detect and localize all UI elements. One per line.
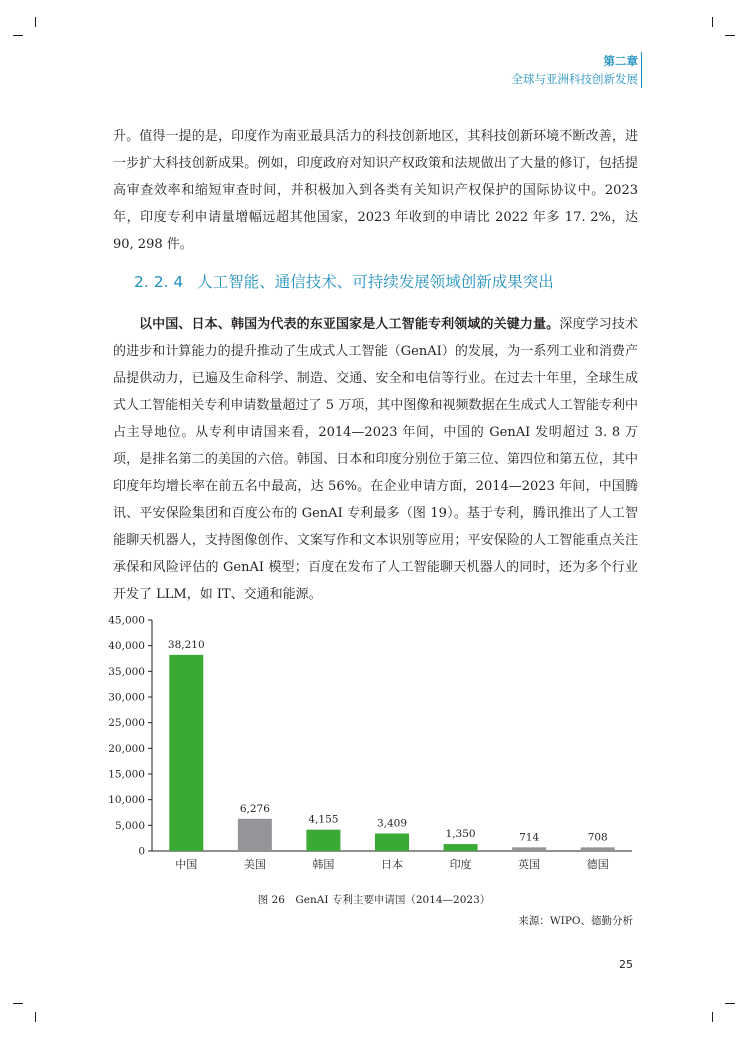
y-tick-label: 20,000: [108, 742, 145, 755]
chapter-label: 第二章: [603, 54, 638, 68]
bar-value-label: 38,210: [167, 638, 205, 651]
figure-source: 来源：WIPO、德勤分析: [518, 915, 633, 927]
bar-4: [444, 844, 478, 851]
y-tick-label: 40,000: [108, 640, 145, 653]
bar-chart: [100, 608, 640, 878]
y-tick-label: 45,000: [108, 614, 145, 627]
crop-mark-top-left-v: [35, 17, 36, 27]
figure-caption: 图 26 GenAI 专利主要申请国（2014—2023）: [257, 894, 491, 906]
x-tick-label: 德国: [586, 858, 609, 871]
x-tick-label: 印度: [449, 858, 472, 871]
bar-2: [306, 830, 340, 851]
bar-value-label: 6,276: [239, 802, 270, 815]
paragraph-lead-bold: 以中国、日本、韩国为代表的东亚国家是人工智能专利领域的关键力量。: [139, 317, 560, 332]
x-tick-label: 美国: [243, 858, 266, 871]
section-heading: [134, 270, 554, 292]
paragraph-text: 深度学习技术的进步和计算能力的提升推动了生成式人工智能（GenAI）的发展，为一系列工业和消费产品提供动力，已遍及生命科学、制造、交通、安全和电信等行业。在过去十年里，全球生成式人工智能相关专利申请数量超过了 5 万项，其中图像和视频数据在生成式人工智能专利中占主导地位。从专利申请国来看，2014—2023 年间，中国的 GenAI 发明超过 3. 8 万项，是排名第二的美国的六倍。韩国、日本和印度分别位于第三位、第四位和第五位，其中印度年均增长率在前五名中最高，达 56%。在企业申请方面，2014—2023 年间，中国腾讯、平安保险集团和百度公布的 GenAI 专利最多（图 19）。基于专利，腾讯推出了人工智能聊天机器人，支持图像创作、文案写作和文本识别等应用；平安保险的人工智能重点关注承保和风险评估的 GenAI 模型；百度在发布了人工智能聊天机器人的同时，还为多个行业开发了 LLM，如 IT、交通和能源。: [113, 317, 638, 602]
bar-value-label: 4,155: [308, 813, 339, 826]
bar-6: [581, 847, 615, 851]
crop-mark-bottom-right-v: [712, 1012, 713, 1022]
section-title: 人工智能、通信技术、可持续发展领域创新成果突出: [197, 273, 554, 291]
bar-3: [375, 834, 409, 851]
y-tick-label: 15,000: [108, 768, 145, 781]
crop-mark-top-right-v: [712, 17, 713, 27]
bar-value-label: 1,350: [445, 828, 476, 841]
y-tick-label: 5,000: [114, 819, 145, 832]
chapter-subtitle: 全球与亚洲科技创新发展: [511, 72, 638, 86]
x-tick-label: 日本: [381, 858, 403, 871]
crop-mark-bottom-left-v: [35, 1012, 36, 1022]
y-tick-label: 0: [138, 845, 145, 858]
bar-1: [238, 819, 272, 851]
crop-mark-bottom-right-h: [725, 1003, 735, 1004]
crop-mark-top-right-h: [725, 35, 735, 36]
bar-value-label: 714: [519, 831, 540, 844]
x-tick-label: 中国: [175, 858, 198, 871]
body-paragraph-2: [113, 311, 638, 608]
bar-5: [512, 847, 546, 851]
crop-mark-top-left-h: [13, 35, 23, 36]
bar-0: [169, 655, 203, 851]
y-tick-label: 35,000: [108, 665, 145, 678]
section-number: 2. 2. 4: [134, 273, 184, 291]
body-paragraph-1: 升。值得一提的是，印度作为南亚最具活力的科技创新地区，其科技创新环境不断改善，进一步扩大科技创新成果。例如，印度政府对知识产权政策和法规做出了大量的修订，包括提高审查效率和缩短审查时间，并积极加入到各类有关知识产权保护的国际协议中。2023 年，印度专利申请量增幅远超其他国家，2023 年收到的申请比 2022 年多 17. 2%，达 90, 298 件。: [113, 129, 638, 252]
header-divider: [641, 52, 642, 88]
bar-value-label: 3,409: [376, 817, 408, 830]
crop-mark-bottom-left-h: [13, 1003, 23, 1004]
x-tick-label: 英国: [518, 858, 541, 871]
y-tick-label: 10,000: [108, 794, 145, 807]
x-tick-label: 韩国: [312, 858, 335, 871]
y-tick-label: 25,000: [108, 717, 145, 730]
y-tick-label: 30,000: [108, 691, 145, 704]
page-number: 25: [619, 958, 633, 971]
bar-value-label: 708: [587, 831, 608, 844]
